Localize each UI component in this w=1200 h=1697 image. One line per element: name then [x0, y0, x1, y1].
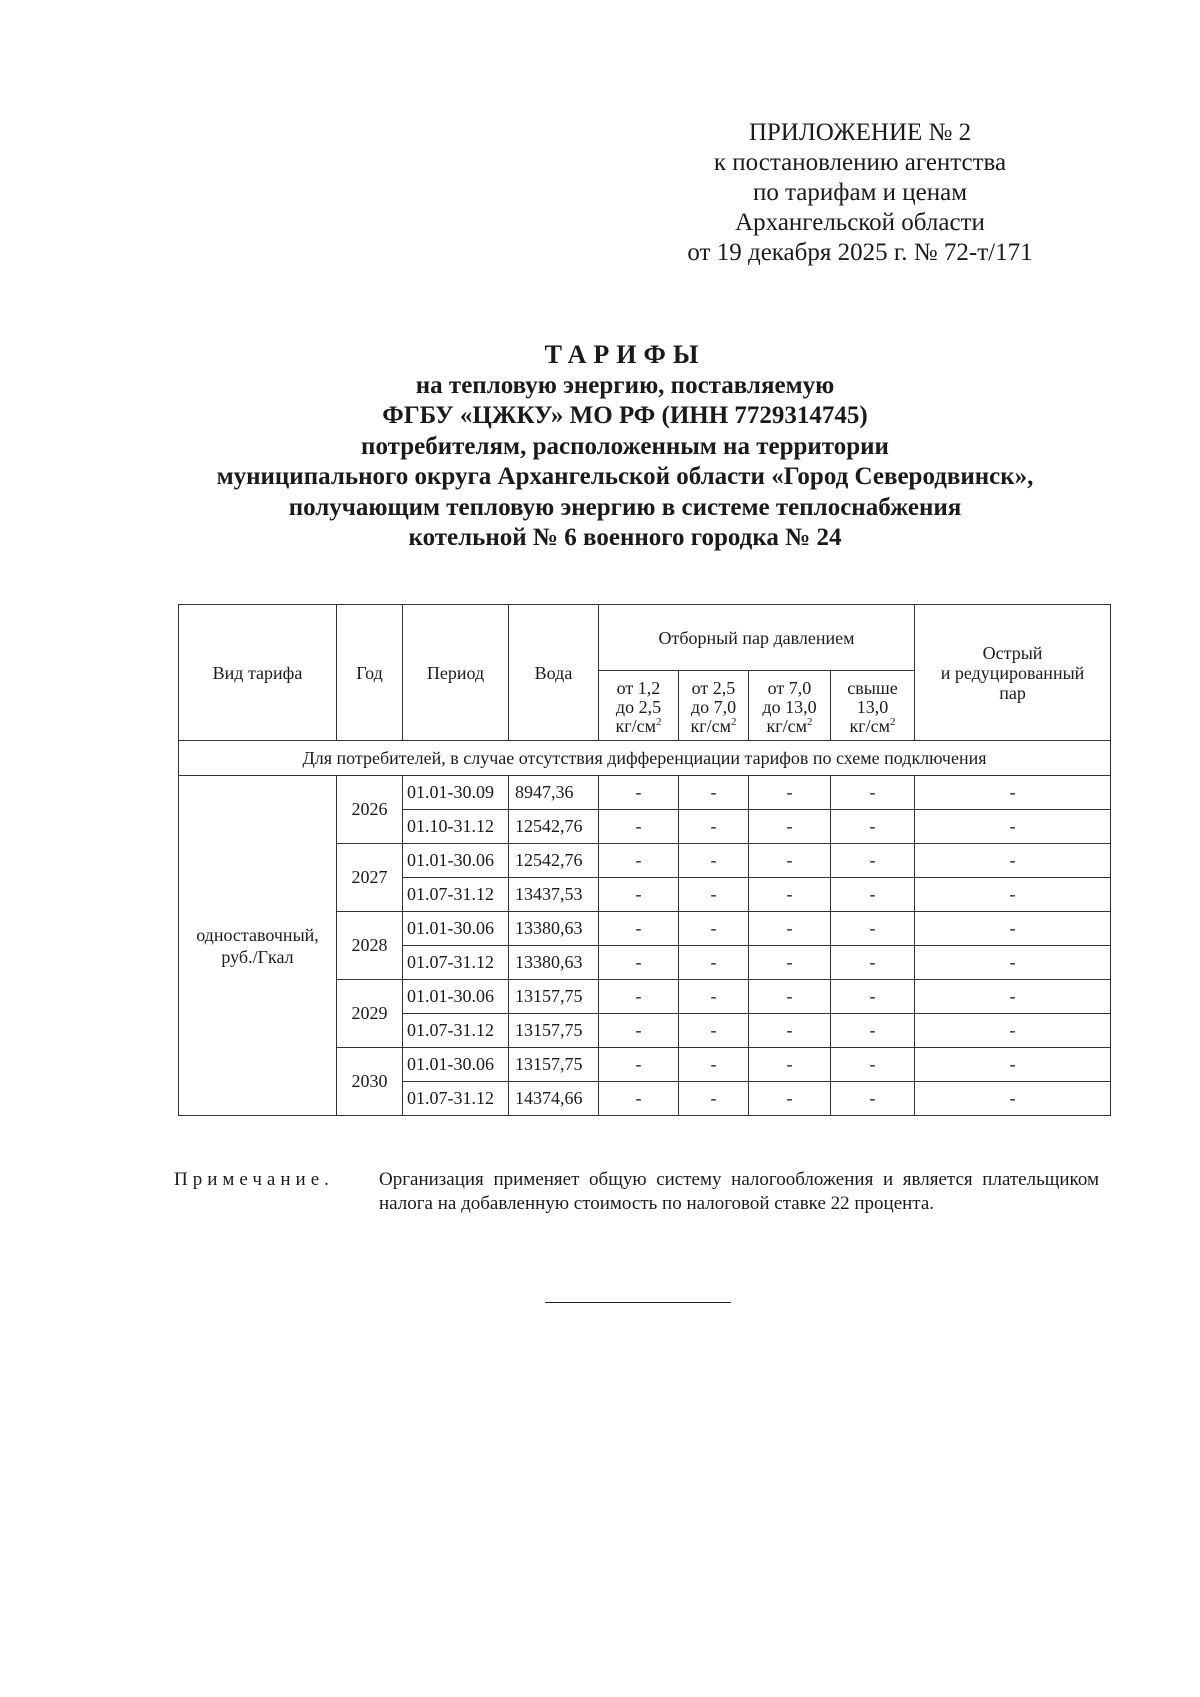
steam-col-to: до 2,5: [615, 696, 662, 717]
header-steam-col: [599, 671, 679, 741]
dash-cell: -: [749, 1014, 831, 1048]
period-cell: 01.07-31.12: [403, 878, 509, 912]
appendix-line: Архангельской области: [735, 209, 985, 236]
water-cell: 13380,63: [509, 946, 599, 980]
title-line: получающим тепловую энергию в системе теплоснабжения: [288, 493, 962, 521]
dash-cell: -: [831, 980, 915, 1014]
dash-cell: -: [599, 980, 679, 1014]
dash-cell: -: [679, 1048, 749, 1082]
header-period: Период: [403, 605, 509, 741]
steam-col-unit: $кг/см^2$: [849, 715, 896, 736]
year-cell: 2027: [337, 844, 403, 912]
steam-col-from: свыше: [847, 677, 898, 698]
dash-cell: -: [749, 1048, 831, 1082]
period-cell: 01.01-30.06: [403, 912, 509, 946]
water-cell: 14374,66: [509, 1082, 599, 1116]
header-steam-col: [679, 671, 749, 741]
water-cell: 13157,75: [509, 1014, 599, 1048]
water-cell: 12542,76: [509, 844, 599, 878]
water-cell: 13157,75: [509, 980, 599, 1014]
header-steam-col: [831, 671, 915, 741]
dash-cell: -: [915, 1048, 1111, 1082]
document-title: [160, 340, 1090, 554]
dash-cell: -: [679, 810, 749, 844]
dash-cell: -: [599, 776, 679, 810]
steam-col-to: до 13,0: [762, 696, 817, 717]
dash-cell: -: [599, 810, 679, 844]
steam-col-from: от 7,0: [767, 677, 812, 698]
dash-cell: -: [679, 980, 749, 1014]
dash-cell: -: [599, 878, 679, 912]
dash-cell: -: [749, 1082, 831, 1116]
dash-cell: -: [599, 1048, 679, 1082]
dash-cell: -: [915, 776, 1111, 810]
appendix-date: от 19 декабря 2025 г. № 72-т/171: [687, 239, 1033, 266]
dash-cell: -: [831, 1048, 915, 1082]
year-cell: 2026: [337, 776, 403, 844]
appendix-line: к постановлению агентства: [713, 149, 1007, 176]
dash-cell: -: [749, 776, 831, 810]
dash-cell: -: [749, 946, 831, 980]
title-line: котельной № 6 военного городка № 24: [408, 524, 842, 551]
tariff-type-cell: [179, 776, 337, 1116]
dash-cell: -: [599, 1014, 679, 1048]
note-label: Примечание.: [174, 1169, 334, 1190]
dash-cell: -: [749, 810, 831, 844]
dash-cell: -: [915, 878, 1111, 912]
steam-col-from: от 2,5: [691, 677, 736, 698]
tariffs-table: [178, 604, 1111, 1116]
dash-cell: -: [831, 946, 915, 980]
appendix-line: по тарифам и ценам: [752, 179, 968, 206]
dash-cell: -: [599, 946, 679, 980]
header-water: Вода: [509, 605, 599, 741]
dash-cell: -: [749, 844, 831, 878]
steam-col-from: от 1,2: [616, 677, 661, 698]
dash-cell: -: [831, 1082, 915, 1116]
header-steam-col: [749, 671, 831, 741]
note-text: Организация применяет общую систему налогообложения и является плательщиком налога на добавленную стоимость по налоговой ставке 22 процента.: [379, 1169, 1099, 1214]
dash-cell: -: [679, 776, 749, 810]
period-cell: 01.07-31.12: [403, 1014, 509, 1048]
title-line: ФГБУ «ЦЖКУ» МО РФ (ИНН 7729314745): [382, 402, 868, 429]
table-row: [179, 776, 1111, 810]
header-sharp-line: пар: [999, 682, 1026, 703]
steam-col-unit: $кг/см^2$: [766, 715, 813, 736]
dash-cell: -: [831, 1014, 915, 1048]
period-cell: 01.01-30.09: [403, 776, 509, 810]
title-line: на тепловую энергию, поставляемую: [415, 371, 835, 399]
tariff-type-line: одноставочный,: [196, 924, 319, 945]
dash-cell: -: [915, 980, 1111, 1014]
dash-cell: -: [915, 912, 1111, 946]
dash-cell: -: [749, 878, 831, 912]
water-cell: 8947,36: [509, 776, 599, 810]
dash-cell: -: [831, 912, 915, 946]
steam-col-to: до 7,0: [690, 696, 737, 717]
period-cell: 01.07-31.12: [403, 946, 509, 980]
dash-cell: -: [679, 1082, 749, 1116]
year-cell: 2028: [337, 912, 403, 980]
steam-col-unit: $кг/см^2$: [615, 715, 662, 736]
header-sharp-steam: [915, 605, 1111, 741]
header-selected-steam: Отборный пар давлением: [599, 605, 915, 671]
appendix-number: ПРИЛОЖЕНИЕ № 2: [748, 119, 972, 146]
dash-cell: -: [915, 810, 1111, 844]
steam-col-unit: $кг/см^2$: [690, 715, 737, 736]
period-cell: 01.01-30.06: [403, 980, 509, 1014]
year-cell: 2030: [337, 1048, 403, 1116]
dash-cell: -: [679, 844, 749, 878]
period-cell: 01.01-30.06: [403, 1048, 509, 1082]
group-label: Для потребителей, в случае отсутствия дифференциации тарифов по схеме подключения: [179, 741, 1111, 776]
dash-cell: -: [831, 844, 915, 878]
water-cell: 13157,75: [509, 1048, 599, 1082]
main-title: ТАРИФЫ: [544, 340, 706, 369]
title-line: потребителям, расположенным на территории: [361, 432, 889, 460]
header-sharp-line: Острый: [982, 642, 1043, 663]
year-cell: 2029: [337, 980, 403, 1048]
appendix-header: [650, 118, 1070, 268]
period-cell: 01.07-31.12: [403, 1082, 509, 1116]
dash-cell: -: [679, 878, 749, 912]
dash-cell: -: [679, 946, 749, 980]
period-cell: 01.01-30.06: [403, 844, 509, 878]
period-cell: 01.10-31.12: [403, 810, 509, 844]
header-sharp-line: и редуцированный: [940, 662, 1085, 683]
dash-cell: -: [679, 912, 749, 946]
dash-cell: -: [831, 776, 915, 810]
dash-cell: -: [749, 912, 831, 946]
water-cell: 12542,76: [509, 810, 599, 844]
end-divider: [545, 1302, 731, 1303]
steam-col-to: 13,0: [856, 696, 889, 717]
water-cell: 13437,53: [509, 878, 599, 912]
header-tariff-type: Вид тарифа: [179, 605, 337, 741]
header-year: Год: [337, 605, 403, 741]
dash-cell: -: [915, 1082, 1111, 1116]
title-line: муниципального округа Архангельской области «Город Северодвинск»,: [216, 463, 1034, 490]
dash-cell: -: [831, 810, 915, 844]
dash-cell: -: [915, 946, 1111, 980]
dash-cell: -: [915, 1014, 1111, 1048]
dash-cell: -: [599, 1082, 679, 1116]
dash-cell: -: [749, 980, 831, 1014]
dash-cell: -: [679, 1014, 749, 1048]
tariff-type-unit: руб./Гкал: [221, 946, 294, 967]
dash-cell: -: [915, 844, 1111, 878]
dash-cell: -: [831, 878, 915, 912]
dash-cell: -: [599, 912, 679, 946]
water-cell: 13380,63: [509, 912, 599, 946]
dash-cell: -: [599, 844, 679, 878]
